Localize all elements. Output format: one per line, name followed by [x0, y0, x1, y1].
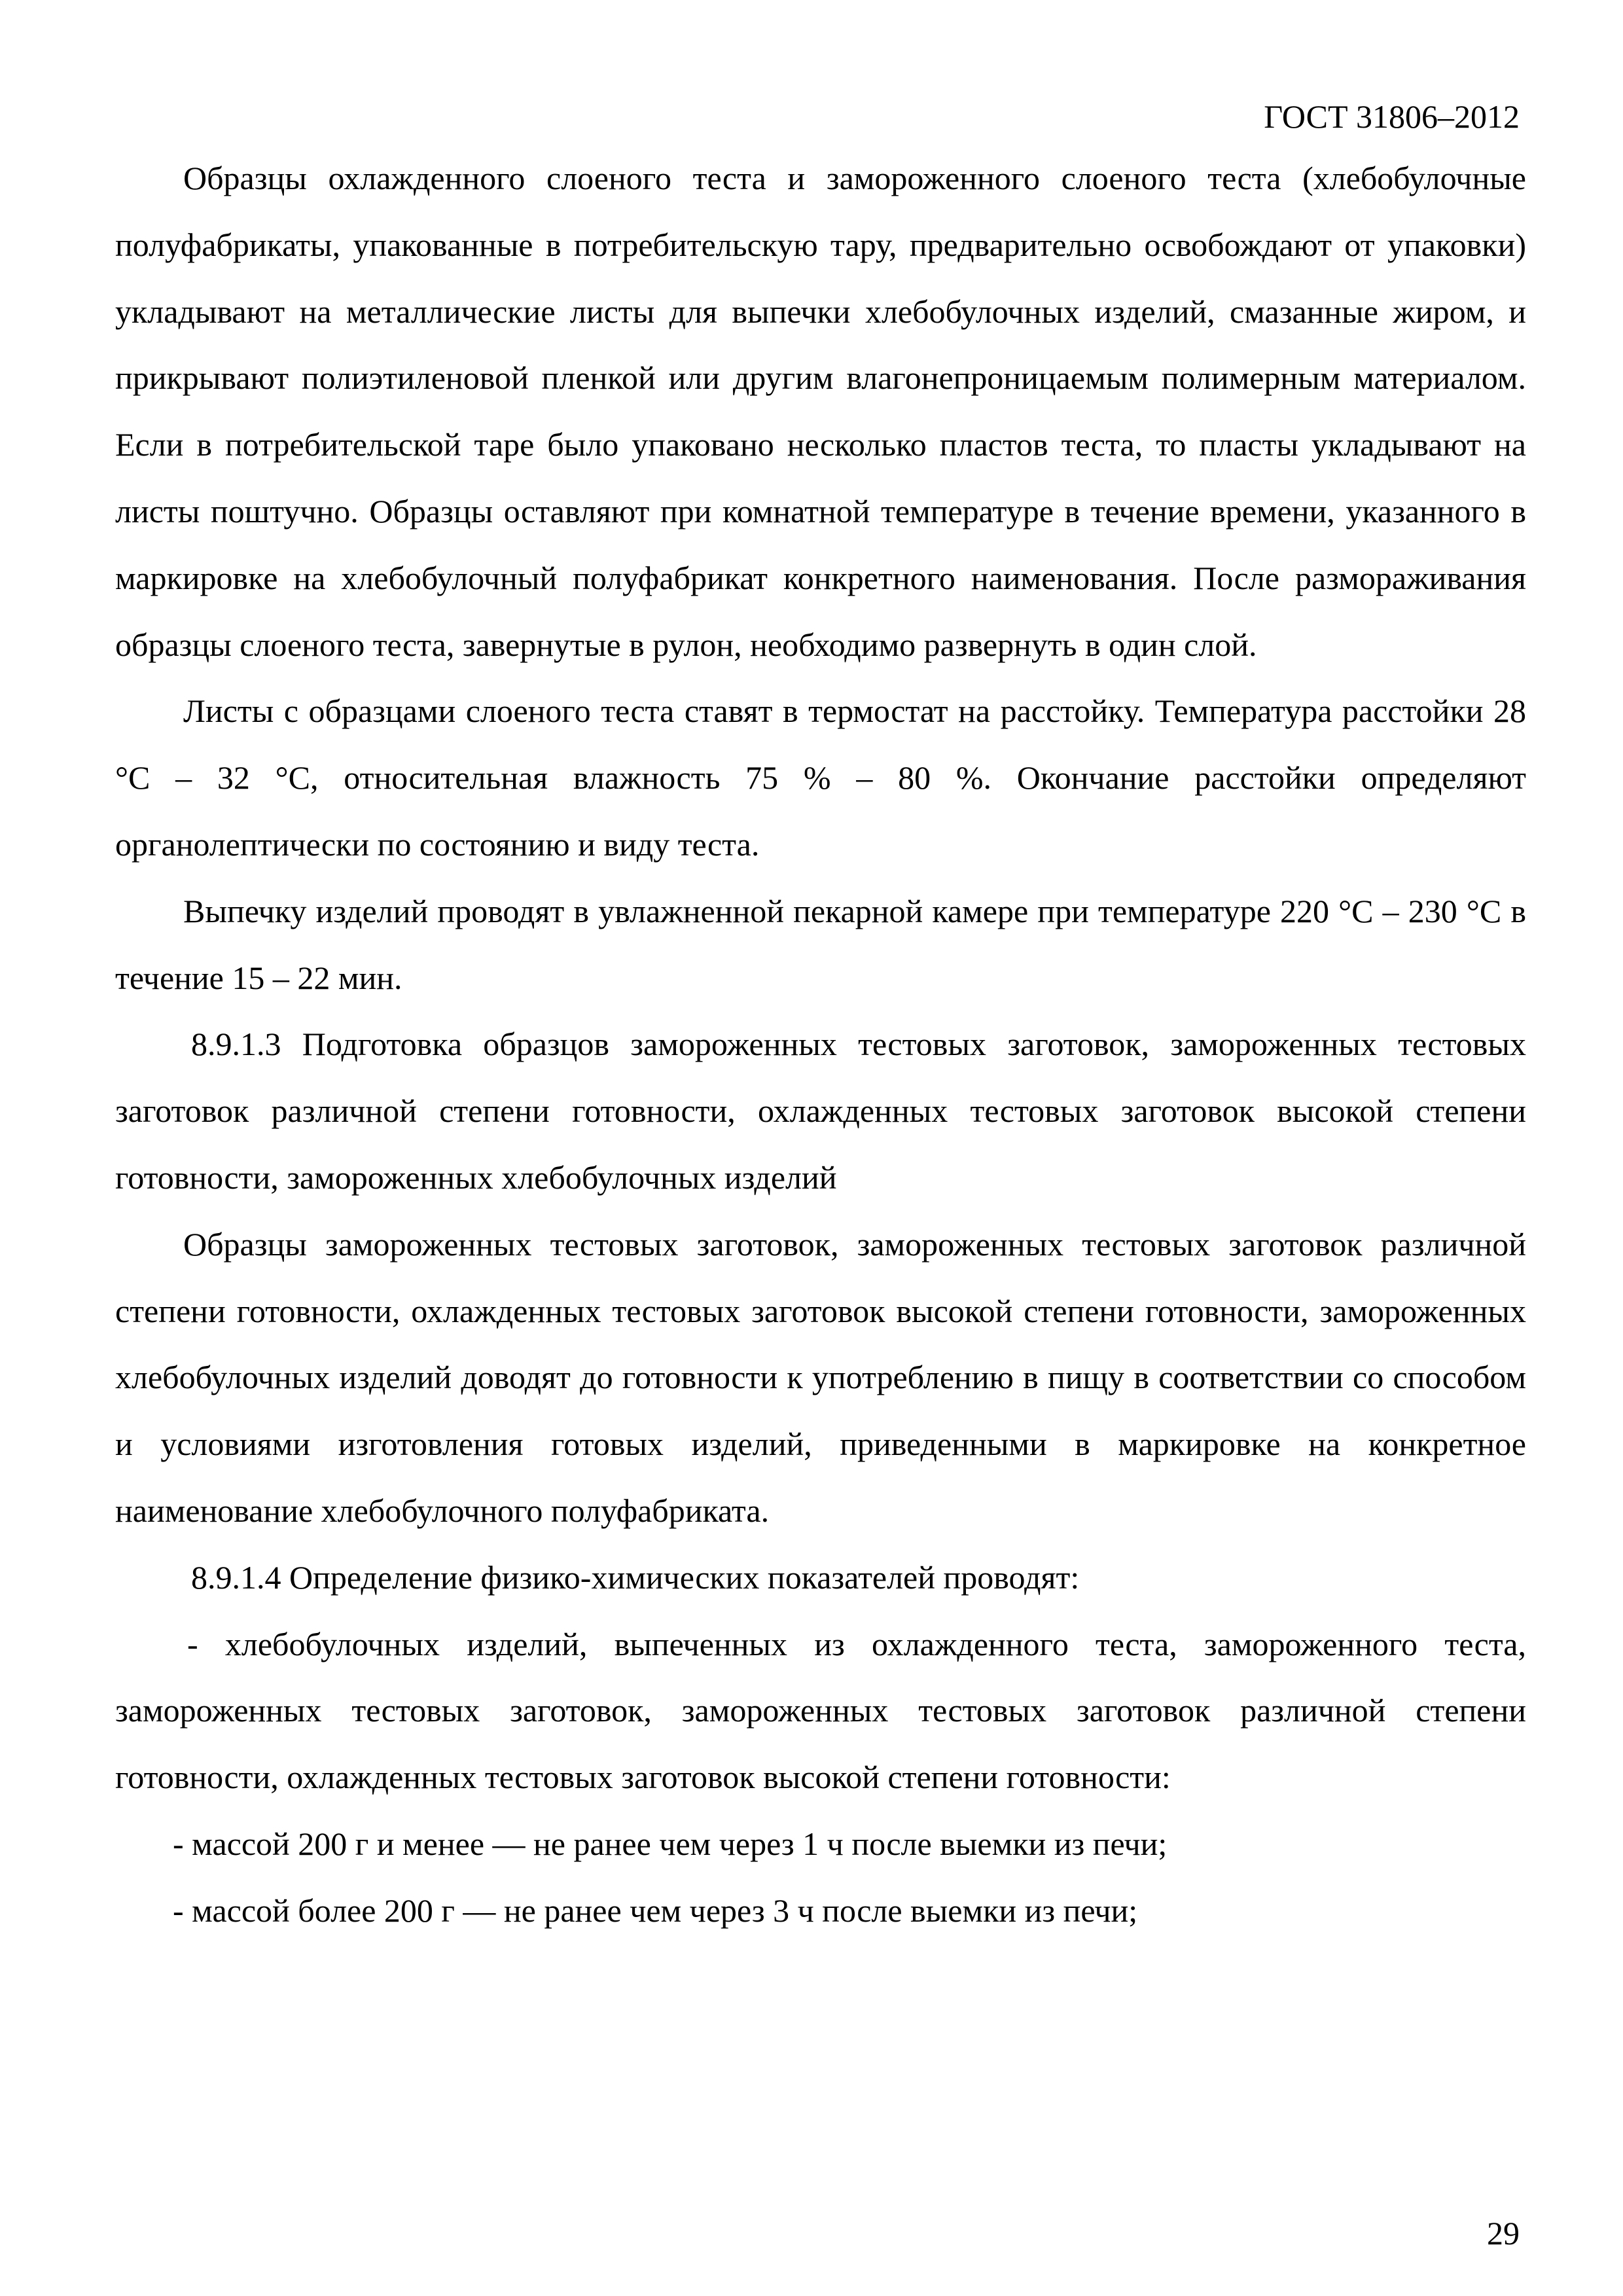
paragraph-baking: Выпечку изделий проводят в увлажненной пекарной камере при температуре 220 °С – 230 °С в течение 15 – 22 мин.	[115, 892, 1526, 996]
page-number: 29	[1487, 2215, 1520, 2251]
list-item-mass-over-200: - массой более 200 г — не ранее чем через 3 ч после выемки из печи;	[173, 1892, 1138, 1929]
list-item-mass-200-or-less: - массой 200 г и менее — не ранее чем через 1 ч после выемки из печи;	[173, 1825, 1168, 1862]
paragraph-proofing: Листы с образцами слоеного теста ставят в термостат на расстойку. Температура расстойки 28 °С – 32 °С, относительная влажность 75 % – 80 %. Окончание расстойки определяют органолептически по состоянию и виду теста.	[115, 692, 1526, 863]
list-item-bakery-products: - хлебобулочных изделий, выпеченных из охлажденного теста, замороженного теста, замороженных тестовых заготовок, замороженных тестовых заготовок различной степени готовности, охлажденных тестовых заготовок высокой степени готовности:	[115, 1625, 1526, 1796]
section-heading-8-9-1-3: 8.9.1.3 Подготовка образцов замороженных тестовых заготовок, замороженных тестовых заготовок различной степени готовности, охлажденных тестовых заготовок высокой степени готовности, замороженных хлебобулочных изделий	[115, 1026, 1526, 1196]
standard-header: ГОСТ 31806–2012	[1264, 98, 1520, 135]
paragraph-frozen-samples: Образцы замороженных тестовых заготовок, замороженных тестовых заготовок различной степени готовности, охлажденных тестовых заготовок высокой степени готовности, замороженных хлебобулочных изделий доводят до готовности к употреблению в пищу в соответствии со способом и условиями изготовления готовых изделий, приведенными в маркировке на конкретное наименование хлебобулочного полуфабриката.	[115, 1225, 1526, 1529]
section-heading-8-9-1-4: 8.9.1.4 Определение физико-химических показателей проводят:	[191, 1558, 1080, 1596]
paragraph-sample-preparation: Образцы охлажденного слоеного теста и замороженного слоеного теста (хлебобулочные полуфабрикаты, упакованные в потребительскую тару, предварительно освобождают от упаковки) укладывают на металлические листы для выпечки хлебобулочных изделий, смазанные жиром, и прикрывают полиэтиленовой пленкой или другим влагонепроницаемым полимерным материалом. Если в потребительской таре было упаковано несколько пластов теста, то пласты укладывают на листы поштучно. Образцы оставляют при комнатной температуре в течение времени, указанного в маркировке на хлебобулочный полуфабрикат конкретного наименования. После размораживания образцы слоеного теста, завернутые в рулон, необходимо развернуть в один слой.	[115, 160, 1526, 663]
page-body	[115, 145, 1526, 1945]
